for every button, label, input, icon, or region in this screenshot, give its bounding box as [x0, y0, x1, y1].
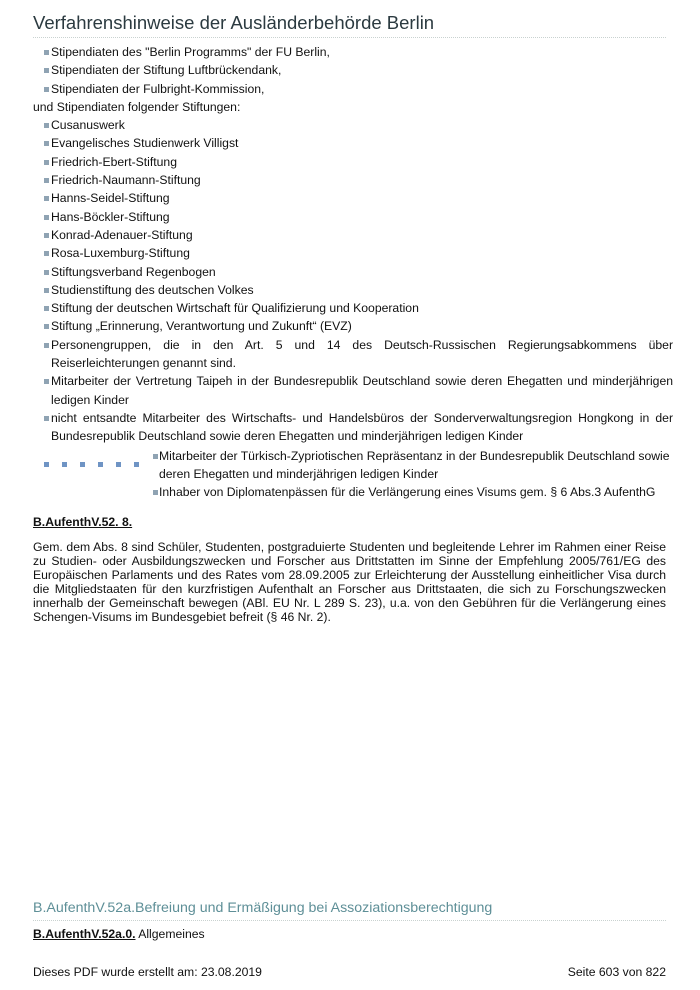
- list-item: Stipendiaten der Fulbright-Kommission,: [33, 80, 673, 98]
- section-heading: B.AufenthV.52a.Befreiung und Ermäßigung bei Assoziationsberechtigung: [33, 900, 493, 916]
- list-item: Rosa-Luxemburg-Stiftung: [33, 244, 673, 262]
- list-item: Friedrich-Naumann-Stiftung: [33, 171, 673, 189]
- list-item: Hanns-Seidel-Stiftung: [33, 189, 673, 207]
- list-item: Stiftung der deutschen Wirtschaft für Qualifizierung und Kooperation: [33, 299, 673, 317]
- list-item: Cusanuswerk: [33, 116, 673, 134]
- list-item: Personengruppen, die in den Art. 5 und 14 des Deutsch-Russischen Regierungsabkommens über Reiserleichterungen genannt sind.: [33, 336, 673, 373]
- subsection-title: Allgemeines: [135, 927, 205, 941]
- list-item: Friedrich-Ebert-Stiftung: [33, 153, 673, 171]
- list-intro: und Stipendiaten folgender Stiftungen:: [33, 99, 241, 114]
- list-item: nicht entsandte Mitarbeiter des Wirtschafts- und Handelsbüros der Sonderverwaltungsregion Hongkong in der Bundesrepublik Deutschland sowie deren Ehegatten und minderjährigen ledigen Kinder: [33, 409, 673, 446]
- list-item: Stiftungsverband Regenbogen: [33, 263, 673, 281]
- nested-list-item: Mitarbeiter der Türkisch-Zypriotischen Repräsentanz in der Bundesrepublik Deutschland sowie deren Ehegatten und minderjährigen ledigen Kinder: [153, 447, 673, 484]
- list-item: Stiftung „Erinnerung, Verantwortung und Zukunft“ (EVZ): [33, 317, 673, 335]
- footer-created-date: Dieses PDF wurde erstellt am: 23.08.2019: [33, 965, 262, 979]
- list-item: Hans-Böckler-Stiftung: [33, 208, 673, 226]
- list-item: Studienstiftung des deutschen Volkes: [33, 281, 673, 299]
- page-title: Verfahrenshinweise der Ausländerbehörde Berlin: [33, 12, 435, 33]
- footer-page-number: Seite 603 von 822: [567, 965, 666, 979]
- subsection-label: B.AufenthV.52a.0.: [33, 927, 136, 941]
- list-item: Mitarbeiter der Vertretung Taipeh in der Bundesrepublik Deutschland sowie deren Ehegatten und minderjährigen ledigen Kinder: [33, 372, 673, 409]
- list-item: Stipendiaten des "Berlin Programms" der FU Berlin,: [33, 43, 673, 61]
- section-divider: [33, 920, 666, 921]
- section-paragraph: Gem. dem Abs. 8 sind Schüler, Studenten, postgraduierte Studenten und begleitende Lehrer im Rahmen einer Reise zu Studien- oder Ausbildungszwecken und Forscher aus Drittstatten im Sinne der Empfehlung 2005/761/EG des Europäischen Parlaments und des Rates vom 28.09.2005 zur Erleichterung der Ausstellung einheitlicher Visa durch die Mitgliedstaaten für den kurzfristigen Aufenthalt an Forscher aus Drittstaaten, die sich zu Forschungszwecken innerhalb der Gemeinschaft bewegen (ABl. EU Nr. L 289 S. 23), u.a. von den Gebühren für die Verlängerung eines Schengen-Visums im Bundesgebiet befreit (§ 46 Nr. 2).: [33, 540, 666, 624]
- nested-list-item: Inhaber von Diplomatenpässen für die Verlängerung eines Visums gem. § 6 Abs.3 AufenthG: [153, 483, 673, 501]
- nested-list: [33, 447, 673, 502]
- list-item: Konrad-Adenauer-Stiftung: [33, 226, 673, 244]
- subsection-heading: [33, 927, 205, 941]
- list-item: Evangelisches Studienwerk Villigst: [33, 134, 673, 152]
- header-divider: [33, 37, 666, 38]
- list-item: Stipendiaten der Stiftung Luftbrückendank,: [33, 61, 673, 79]
- section-label: B.AufenthV.52. 8.: [33, 515, 133, 529]
- bullet-list: [33, 43, 673, 501]
